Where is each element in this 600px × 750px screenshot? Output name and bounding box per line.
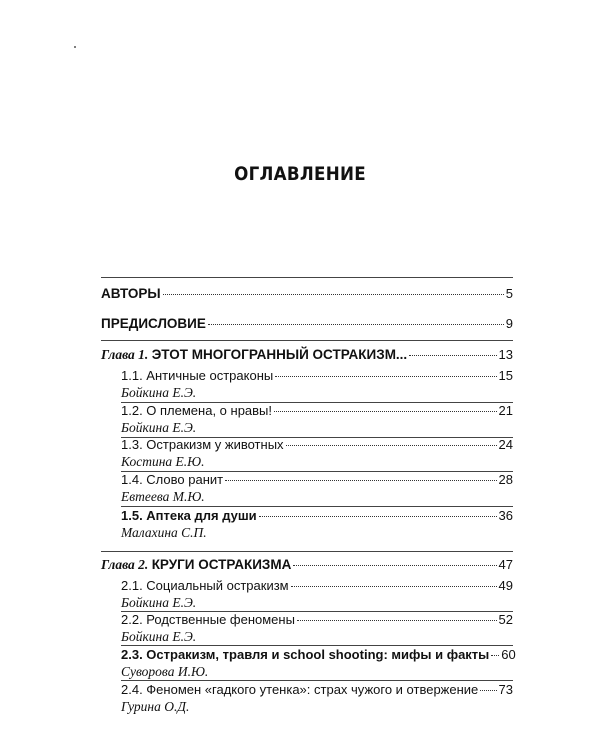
section-author: Евтеева М.Ю.	[121, 489, 205, 504]
dot-leader	[275, 376, 496, 377]
toc-section-2-1[interactable]	[121, 578, 513, 594]
toc-chapter-label	[101, 347, 407, 363]
chapter-title: КРУГИ ОСТРАКИЗМА	[151, 557, 292, 572]
toc-page-number: 36	[498, 508, 513, 523]
dot-leader	[274, 411, 497, 412]
dot-leader	[163, 294, 504, 295]
toc-entry-label: ПРЕДИСЛОВИЕ	[101, 316, 206, 331]
dot-leader	[409, 355, 496, 356]
section-author: Бойкина Е.Э.	[121, 420, 197, 435]
toc-section-2-3[interactable]	[121, 647, 516, 663]
section-author: Малахина С.П.	[121, 525, 207, 540]
toc-section-1-2[interactable]	[121, 403, 513, 419]
toc-entry-label: 1.5. Аптека для души	[121, 508, 257, 523]
toc-page-number: 52	[498, 612, 513, 627]
toc-page-number: 21	[498, 403, 513, 418]
section-author: Костина Е.Ю.	[121, 454, 205, 469]
divider	[101, 340, 513, 341]
toc-entry-label: 2.1. Социальный остракизм	[121, 578, 289, 593]
toc-page-number: 73	[498, 682, 513, 697]
toc-section-1-5[interactable]	[121, 508, 513, 524]
toc-page-number: 47	[498, 557, 513, 572]
divider	[121, 680, 513, 681]
toc-page-number: 5	[505, 286, 513, 301]
toc-section-1-3[interactable]	[121, 437, 513, 453]
page-title: ОГЛАВЛЕНИЕ	[234, 163, 366, 185]
toc-page-number: 60	[501, 647, 516, 662]
toc-entry-label: 1.2. О племена, о нравы!	[121, 403, 273, 418]
dot-leader	[491, 655, 499, 656]
toc-chapter-2[interactable]	[101, 557, 513, 573]
divider	[121, 506, 513, 507]
section-author: Гурина О.Д.	[121, 699, 190, 714]
toc-page-number: 13	[498, 347, 513, 362]
toc-entry-preface[interactable]	[101, 316, 513, 332]
dot-leader	[225, 480, 496, 481]
chapter-title: ЭТОТ МНОГОГРАННЫЙ ОСТРАКИЗМ...	[151, 347, 408, 362]
toc-entry-label: 1.1. Античные остраконы	[121, 368, 274, 383]
toc-entry-label: АВТОРЫ	[101, 286, 161, 301]
dot-leader	[293, 565, 496, 566]
section-author: Бойкина Е.Э.	[121, 595, 197, 610]
toc-entry-authors[interactable]	[101, 286, 513, 302]
dot-leader	[297, 620, 497, 621]
print-speck	[74, 46, 76, 48]
toc-section-1-1[interactable]	[121, 368, 513, 384]
toc-chapter-label	[101, 557, 291, 573]
divider	[121, 645, 513, 646]
dot-leader	[208, 324, 504, 325]
dot-leader	[480, 690, 496, 691]
toc-page-number: 9	[505, 316, 513, 331]
toc-entry-label: 2.2. Родственные феномены	[121, 612, 295, 627]
top-divider	[101, 277, 513, 278]
toc-section-2-4[interactable]	[121, 682, 513, 698]
toc-page-number: 24	[498, 437, 513, 452]
toc-section-2-2[interactable]	[121, 612, 513, 628]
chapter-prefix: Глава 1.	[101, 347, 149, 362]
toc-page-number: 49	[498, 578, 513, 593]
section-author: Бойкина Е.Э.	[121, 629, 197, 644]
dot-leader	[286, 445, 497, 446]
toc-page-number: 15	[498, 368, 513, 383]
chapter-prefix: Глава 2.	[101, 557, 149, 572]
toc-entry-label: 1.3. Остракизм у животных	[121, 437, 284, 452]
toc-page-number: 28	[498, 472, 513, 487]
section-author: Суворова И.Ю.	[121, 664, 209, 679]
divider	[101, 551, 513, 552]
toc-entry-label: 2.3. Остракизм, травля и school shooting: мифы и факты	[121, 647, 490, 662]
dot-leader	[259, 516, 497, 517]
section-author: Бойкина Е.Э.	[121, 385, 197, 400]
toc-section-1-4[interactable]	[121, 472, 513, 488]
toc-chapter-1[interactable]	[101, 347, 513, 363]
dot-leader	[291, 586, 497, 587]
toc-entry-label: 2.4. Феномен «гадкого утенка»: страх чужого и отвержение	[121, 682, 479, 697]
toc-entry-label: 1.4. Слово ранит	[121, 472, 224, 487]
